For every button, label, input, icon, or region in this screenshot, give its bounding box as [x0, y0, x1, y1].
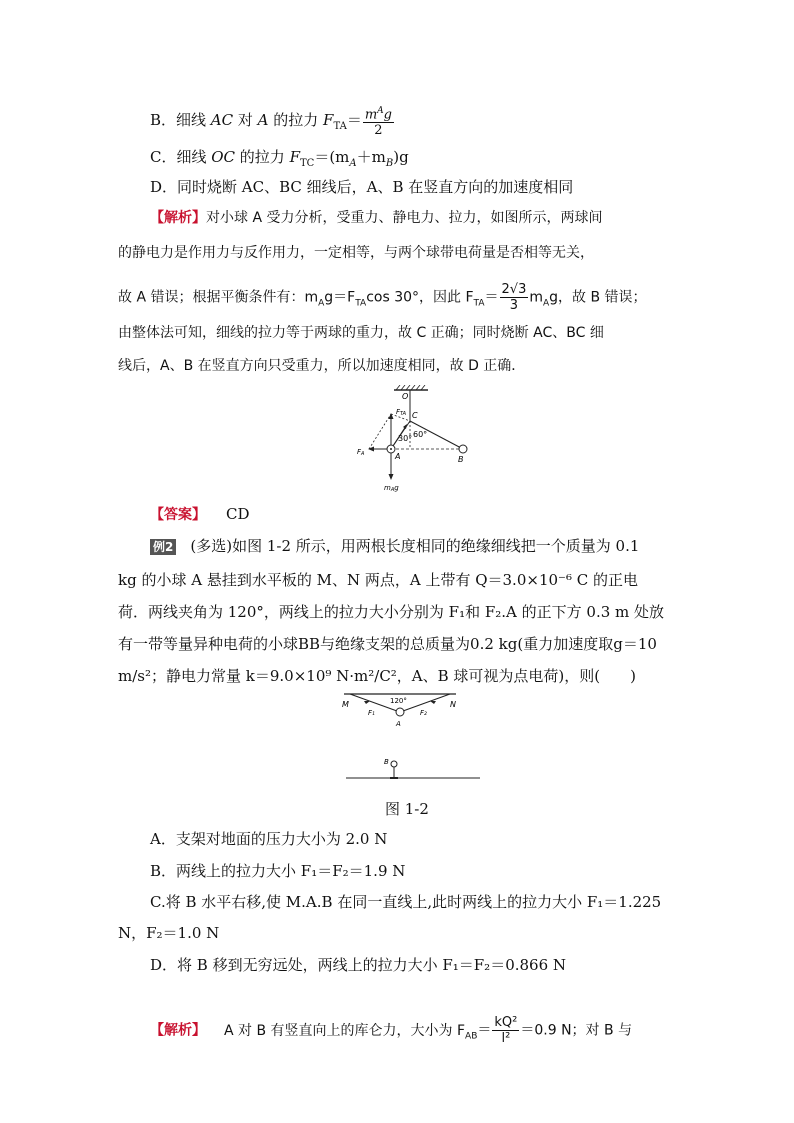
option-c-line1: C.将 B 水平右移,使 M.A.B 在同一直线上,此时两线上的拉力大小 F₁＝1.225: [150, 893, 662, 911]
answer-line: [150, 503, 250, 526]
analysis1-line2: 的静电力是作用力与反作用力，一定相等，与两个球带电荷量是否相等无关，: [118, 245, 594, 261]
fraction-kq2-over-l2: $\frac{\text{kQ²}}{\text{l²}}$: [494, 1015, 518, 1046]
option-d-top: D．同时烧断 AC、BC 细线后，A、B 在竖直方向的加速度相同: [150, 178, 574, 196]
analysis-tag: 【解析】: [150, 210, 206, 226]
example2-line4: 有一带等量异种电荷的小球BB与绝缘支架的总质量为0.2 kg(重力加速度取g＝10: [118, 635, 657, 653]
label-a2: A: [396, 720, 401, 728]
force-diagram-figure-1: [350, 385, 490, 495]
answer-tag: 【答案】: [150, 507, 206, 523]
figure-caption: 图 1-2: [385, 800, 429, 818]
label-m: M: [342, 700, 349, 709]
analysis1-line4: 由整体法可知，细线的拉力等于两球的重力，故 C 正确；同时烧断 AC、BC 细: [118, 325, 604, 341]
fraction-2sqrt3-over-3: $\frac{2√3}{3}$: [501, 282, 527, 313]
option-a: A．支架对地面的压力大小为 2.0 N: [150, 830, 388, 848]
option-c-top: C．细线 OC 的拉力 $F_{TC}=(m_A+m_B)g$: [150, 148, 409, 169]
label-c: C: [412, 411, 418, 420]
fraction-ma-g-over-2: $\frac{m^Ag}{2}$: [364, 106, 392, 139]
label-f1: F₁: [368, 709, 375, 717]
option-d: D．将 B 移到无穷远处，两线上的拉力大小 F₁＝F₂＝0.866 N: [150, 956, 567, 974]
label-60deg: 60°: [413, 430, 428, 439]
analysis2-line1: 【解析】 A 对 B 有竖直向上的库仑力，大小为 $F_{AB}=$ $\frac{\text{kQ²}}{\text{l²}}$ ＝0.9 N；对 B 与: [150, 1015, 633, 1046]
analysis2-tag: 【解析】: [150, 1022, 206, 1039]
analysis1-line1: 【解析】对小球 A 受力分析，受重力、静电力、拉力，如图所示，两球间: [150, 210, 603, 226]
label-30deg: 30°: [398, 434, 413, 443]
label-n: N: [450, 700, 456, 709]
example2-line2: kg 的小球 A 悬挂到水平板的 M、N 两点，A 上带有 Q＝3.0×10⁻⁶ C 的正电: [118, 571, 638, 589]
label-fta: FTA: [396, 408, 407, 417]
option-b-top: B．细线 AC 对 A 的拉力 $F_{TA}=$ $\frac{m^Ag}{2}$: [150, 106, 392, 139]
option-c-line2: N，F₂＝1.0 N: [118, 924, 220, 942]
suspension-diagram-figure-1-2: [330, 690, 490, 785]
label-fa: FA: [357, 448, 365, 457]
label-f2: F₂: [420, 709, 427, 717]
example2-line5: m/s²；静电力常量 k＝9.0×10⁹ N·m²/C²，A、B 球可视为点电荷)，则( ): [118, 667, 636, 685]
option-b: B．两线上的拉力大小 F₁＝F₂＝1.9 N: [150, 862, 406, 880]
label-b2: B: [384, 758, 389, 766]
label-a: A: [395, 452, 401, 461]
label-120deg: 120°: [390, 697, 407, 705]
example-badge: 例2: [150, 539, 176, 555]
label-mag: mAg: [384, 484, 399, 493]
label-o: O: [402, 392, 409, 401]
analysis1-line5: 线后，A、B 在竖直方向只受重力，所以加速度相同，故 D 正确．: [118, 358, 526, 374]
answer-value: CD: [226, 505, 250, 523]
example2-line3: 荷．两线夹角为 120°，两线上的拉力大小分别为 F₁和 F₂.A 的正下方 0.3 m 处放: [118, 603, 665, 621]
example2-line1: 例2 (多选)如图 1-2 所示，用两根长度相同的绝缘细线把一个质量为 0.1: [150, 535, 639, 557]
analysis1-line3: 故 A 错误；根据平衡条件有：$m_Ag=F_{TA}\cos$ 30°，因此 $F_{TA}=$ $\frac{2√3}{3}$ $m_Ag$，故 B 错误；: [118, 282, 647, 313]
label-b: B: [458, 455, 464, 464]
